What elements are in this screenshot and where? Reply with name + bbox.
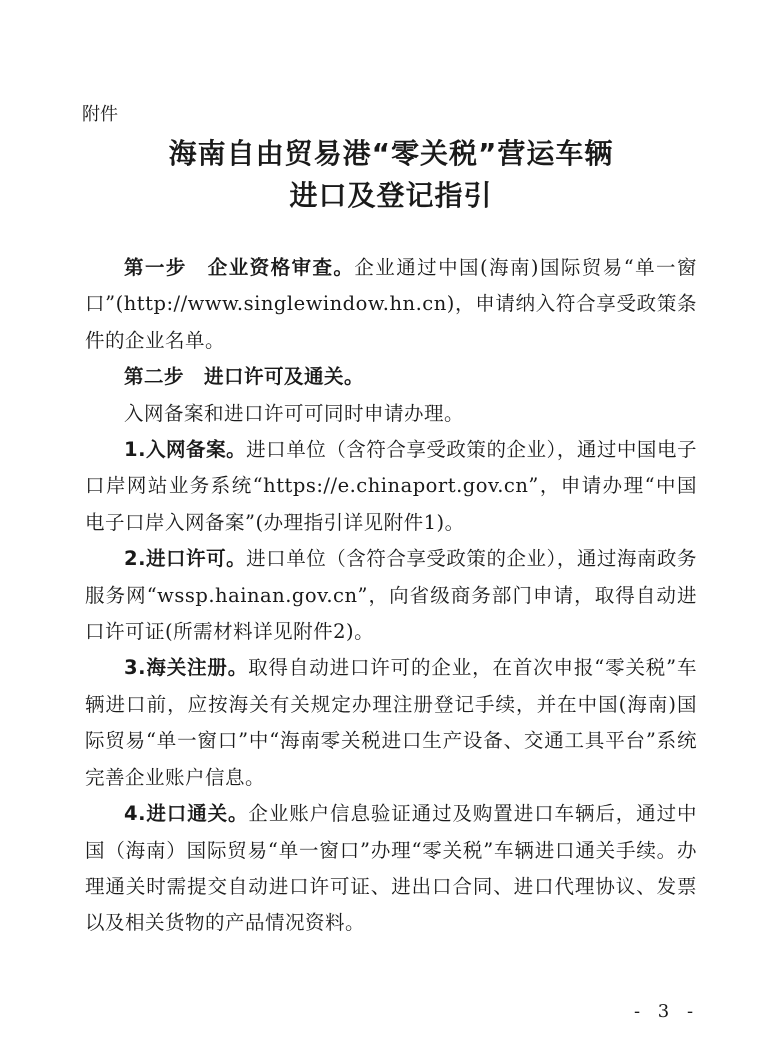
item-4-text: 企业账户信息验证通过及购置进口车辆后，通过中国（海南）国际贸易“单一窗口”办理“零关税”车辆进口通关手续。办理通关时需提交自动进口许可证、进出口合同、进口代理协议、发票以及相关货物的产品情况资料。 bbox=[85, 802, 697, 935]
step-1-paragraph bbox=[85, 250, 697, 359]
step-1-heading: 第一步 企业资格审查。 bbox=[124, 256, 355, 279]
item-3-text: 取得自动进口许可的企业，在首次申报“零关税”车辆进口前，应按海关有关规定办理注册登记手续，并在中国(海南)国际贸易“单一窗口”中“海南零关税进口生产设备、交通工具平台”系统完善企业账户信息。 bbox=[85, 656, 697, 789]
step-2-paragraph bbox=[85, 359, 697, 395]
item-4-heading: 4.进口通关。 bbox=[124, 802, 249, 826]
document-title-line-1: 海南自由贸易港“零关税”营运车辆 bbox=[168, 137, 614, 170]
item-3-heading: 3.海关注册。 bbox=[124, 656, 249, 680]
page-number: - 3 - bbox=[634, 1001, 700, 1022]
attachment-label: 附件 bbox=[82, 104, 118, 125]
step-1-text: 企业通过中国(海南)国际贸易“单一窗口”(http://www.singlewindow.hn.cn)，申请纳入符合享受政策条件的企业名单。 bbox=[85, 256, 697, 352]
step-2-intro: 入网备案和进口许可可同时申请办理。 bbox=[124, 401, 465, 425]
item-2-heading: 2.进口许可。 bbox=[124, 547, 247, 571]
step-2-heading: 第二步 进口许可及通关。 bbox=[124, 365, 365, 389]
item-1-paragraph bbox=[85, 432, 697, 541]
item-1-heading: 1.入网备案。 bbox=[124, 438, 247, 462]
item-2-paragraph bbox=[85, 541, 697, 650]
item-4-paragraph bbox=[85, 796, 697, 942]
item-2-text: 进口单位（含符合享受政策的企业），通过海南政务服务网“wssp.hainan.gov.cn”，向省级商务部门申请，取得自动进口许可证(所需材料详见附件2)。 bbox=[85, 547, 697, 644]
item-1-text: 进口单位（含符合享受政策的企业），通过中国电子口岸网站业务系统“https://e.chinaport.gov.cn”，申请办理“中国电子口岸入网备案”(办理指引详见附件1)。 bbox=[85, 438, 697, 534]
item-3-paragraph bbox=[85, 650, 697, 796]
document-title-line-2: 进口及登记指引 bbox=[289, 179, 493, 212]
document-body bbox=[85, 250, 697, 942]
